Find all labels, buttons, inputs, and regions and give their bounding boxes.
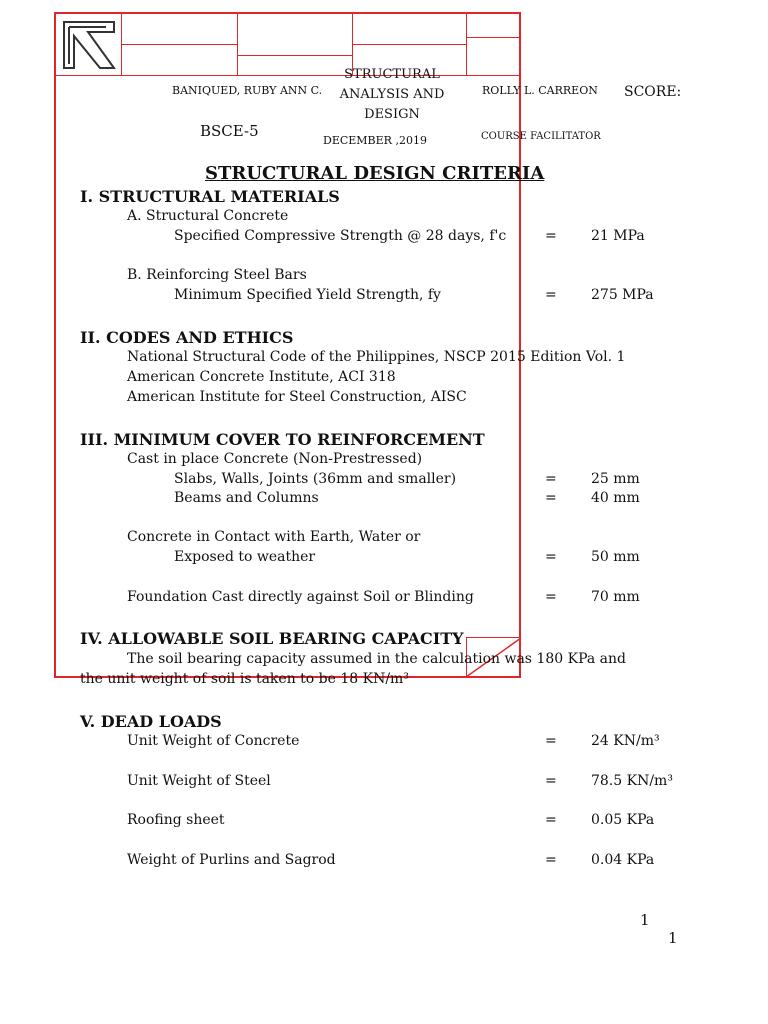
concrete-weight-value: 24 KN/m³ (591, 733, 660, 749)
equals-sign: = (545, 490, 557, 506)
exposed-label: Exposed to weather (174, 549, 316, 565)
soil-line-1: The soil bearing capacity assumed in the calculation was 180 KPa and (127, 651, 626, 667)
score-label: SCORE: (624, 84, 682, 100)
contact-label: Concrete in Contact with Earth, Water or (127, 529, 421, 545)
yield-strength-value: 275 MPa (591, 287, 654, 303)
facilitator-name: ROLLY L. CARREON (482, 84, 598, 97)
foundation-value: 70 mm (591, 589, 640, 605)
course-title-line2: ANALYSIS AND (339, 87, 445, 102)
equals-sign: = (545, 471, 557, 487)
section-4-heading: IV. ALLOWABLE SOIL BEARING CAPACITY (80, 629, 464, 648)
equals-sign: = (545, 773, 557, 789)
course-title-line3: DESIGN (364, 107, 420, 122)
compressive-strength-label: Specified Compressive Strength @ 28 days, f'c (174, 228, 507, 244)
slabs-label: Slabs, Walls, Joints (36mm and smaller) (174, 471, 457, 487)
foundation-label: Foundation Cast directly against Soil or Blinding (127, 589, 474, 605)
equals-sign: = (545, 589, 557, 605)
code-line-2: American Concrete Institute, ACI 318 (127, 369, 396, 385)
concrete-weight-label: Unit Weight of Concrete (127, 733, 300, 749)
beams-value: 40 mm (591, 490, 640, 506)
facilitator-role: COURSE FACILITATOR (481, 131, 601, 142)
student-name: BANIQUED, RUBY ANN C. (172, 84, 323, 97)
page-number-secondary: 1 (668, 929, 678, 947)
section-2-heading: II. CODES AND ETHICS (80, 328, 294, 347)
logo-icon (60, 18, 118, 72)
equals-sign: = (545, 852, 557, 868)
code-line-3: American Institute for Steel Construction, AISC (127, 389, 467, 405)
reinforcing-steel-label: B. Reinforcing Steel Bars (127, 267, 307, 283)
steel-weight-label: Unit Weight of Steel (127, 773, 271, 789)
cast-in-place-label: Cast in place Concrete (Non-Prestressed) (127, 451, 423, 467)
section-5-heading: V. DEAD LOADS (80, 712, 222, 731)
equals-sign: = (545, 287, 557, 303)
steel-weight-value: 78.5 KN/m³ (591, 773, 673, 789)
code-line-1: National Structural Code of the Philippines, NSCP 2015 Edition Vol. 1 (127, 349, 626, 365)
equals-sign: = (545, 549, 557, 565)
equals-sign: = (545, 812, 557, 828)
slabs-value: 25 mm (591, 471, 640, 487)
purlins-value: 0.04 KPa (591, 852, 655, 868)
section-3-heading: III. MINIMUM COVER TO REINFORCEMENT (80, 430, 485, 449)
roofing-label: Roofing sheet (127, 812, 225, 828)
page-title: STRUCTURAL DESIGN CRITERIA (205, 163, 545, 184)
exposed-value: 50 mm (591, 549, 640, 565)
equals-sign: = (545, 228, 557, 244)
roofing-value: 0.05 KPa (591, 812, 655, 828)
section: BSCE-5 (200, 122, 259, 140)
equals-sign: = (545, 733, 557, 749)
page-number: 1 (640, 911, 650, 929)
course-title-line1: STRUCTURAL (344, 67, 440, 82)
section-1-heading: I. STRUCTURAL MATERIALS (80, 187, 340, 206)
date: DECEMBER ,2019 (323, 134, 427, 147)
beams-label: Beams and Columns (174, 490, 319, 506)
yield-strength-label: Minimum Specified Yield Strength, fy (174, 287, 441, 303)
compressive-strength-value: 21 MPa (591, 228, 645, 244)
soil-line-2: the unit weight of soil is taken to be 18 KN/m³ (80, 671, 409, 687)
structural-concrete-label: A. Structural Concrete (127, 208, 289, 224)
purlins-label: Weight of Purlins and Sagrod (127, 852, 336, 868)
